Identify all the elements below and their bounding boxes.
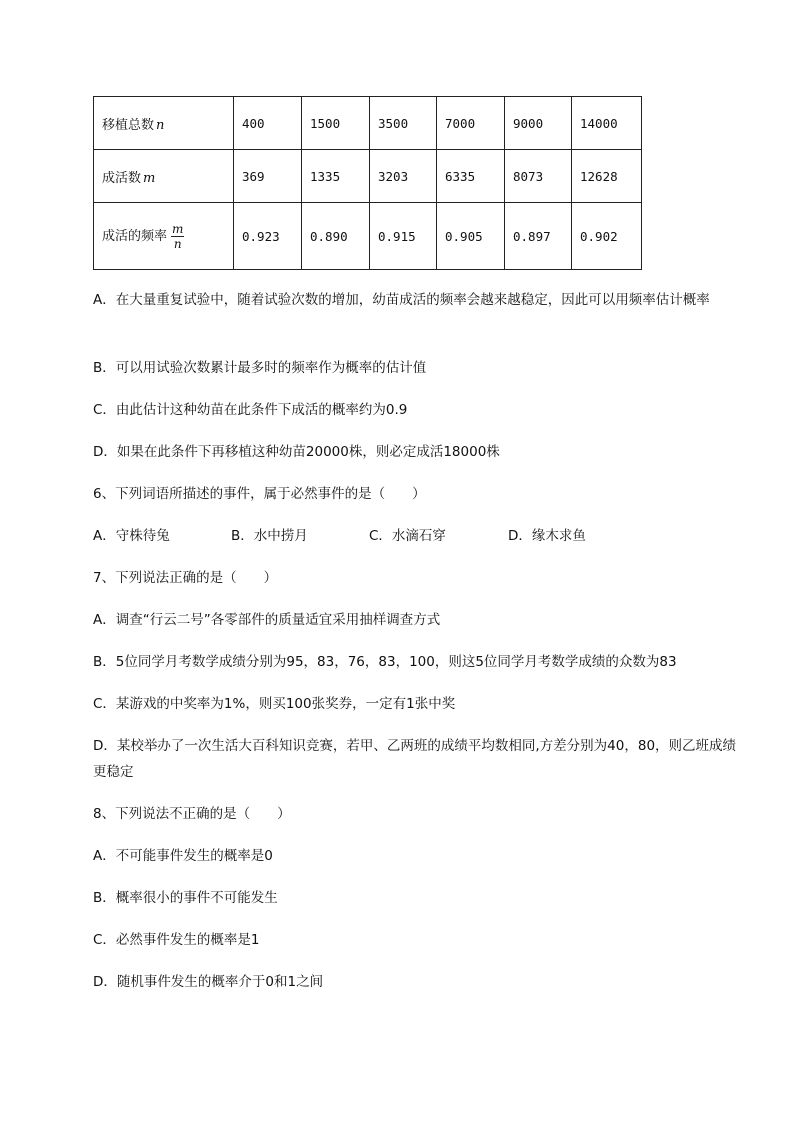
table-cell: 0.915 bbox=[370, 203, 437, 270]
q5-option-d: D．如果在此条件下再移植这种幼苗20000株，则必定成活18000株 bbox=[93, 444, 500, 460]
q8-option-a: A．不可能事件发生的概率是0 bbox=[93, 848, 273, 864]
table-cell: 0.890 bbox=[302, 203, 370, 270]
table-cell: 3203 bbox=[370, 150, 437, 203]
row-label-survived: 成活数 m bbox=[94, 150, 234, 203]
q7-stem: 7、下列说法正确的是（ ） bbox=[93, 570, 278, 586]
table-cell: 6335 bbox=[437, 150, 505, 203]
table-cell: 12628 bbox=[572, 150, 642, 203]
table-row-total bbox=[94, 97, 642, 150]
table-row-frequency bbox=[94, 203, 642, 270]
table-cell: 400 bbox=[234, 97, 302, 150]
data-table bbox=[93, 96, 642, 270]
q5-option-c: C．由此估计这种幼苗在此条件下成活的概率约为0.9 bbox=[93, 402, 408, 418]
q8-option-d: D．随机事件发生的概率介于0和1之间 bbox=[93, 974, 324, 990]
q7-option-d: D．某校举办了一次生活大百科知识竞赛，若甲、乙两班的成绩平均数相同,方差分别为40，80，则乙班成绩更稳定 bbox=[93, 738, 737, 780]
table-cell: 0.902 bbox=[572, 203, 642, 270]
table-cell: 0.897 bbox=[505, 203, 572, 270]
q6-option-b: B．水中捞月 bbox=[231, 528, 308, 544]
q8-option-c: C．必然事件发生的概率是1 bbox=[93, 932, 260, 948]
table-row-survived bbox=[94, 150, 642, 203]
row-label-total: 移植总数 n bbox=[94, 97, 234, 150]
table-cell: 8073 bbox=[505, 150, 572, 203]
row-label-frequency: 成活的频率 $\frac{m}{n}$ bbox=[94, 203, 234, 270]
q7-option-a: A．调查“行云二号”各零部件的质量适宜采用抽样调查方式 bbox=[93, 612, 441, 628]
q6-stem: 6、下列词语所描述的事件，属于必然事件的是（ ） bbox=[93, 486, 426, 502]
q6-option-d: D．缘木求鱼 bbox=[508, 528, 586, 544]
table-cell: 1500 bbox=[302, 97, 370, 150]
table-cell: 1335 bbox=[302, 150, 370, 203]
table-cell: 369 bbox=[234, 150, 302, 203]
table-cell: 3500 bbox=[370, 97, 437, 150]
q5-option-a: A．在大量重复试验中，随着试验次数的增加，幼苗成活的频率会越来越稳定，因此可以用频率估计概率 bbox=[93, 292, 710, 308]
q6-option-c: C．水滴石穿 bbox=[369, 528, 446, 544]
table-cell: 9000 bbox=[505, 97, 572, 150]
q8-option-b: B．概率很小的事件不可能发生 bbox=[93, 890, 278, 906]
q7-option-b: B．5位同学月考数学成绩分别为95，83，76，83，100，则这5位同学月考数学成绩的众数为83 bbox=[93, 654, 677, 670]
table-cell: 0.905 bbox=[437, 203, 505, 270]
q6-option-a: A．守株待兔 bbox=[93, 528, 170, 544]
q8-stem: 8、下列说法不正确的是（ ） bbox=[93, 806, 291, 822]
q5-option-b: B．可以用试验次数累计最多时的频率作为概率的估计值 bbox=[93, 360, 427, 376]
q6-options bbox=[93, 525, 753, 547]
table-cell: 7000 bbox=[437, 97, 505, 150]
table-cell: 14000 bbox=[572, 97, 642, 150]
table-cell: 0.923 bbox=[234, 203, 302, 270]
q7-option-c: C．某游戏的中奖率为1%，则买100张奖券，一定有1张中奖 bbox=[93, 696, 456, 712]
fraction-m-over-n: $\frac{m}{n}$ bbox=[172, 221, 184, 251]
